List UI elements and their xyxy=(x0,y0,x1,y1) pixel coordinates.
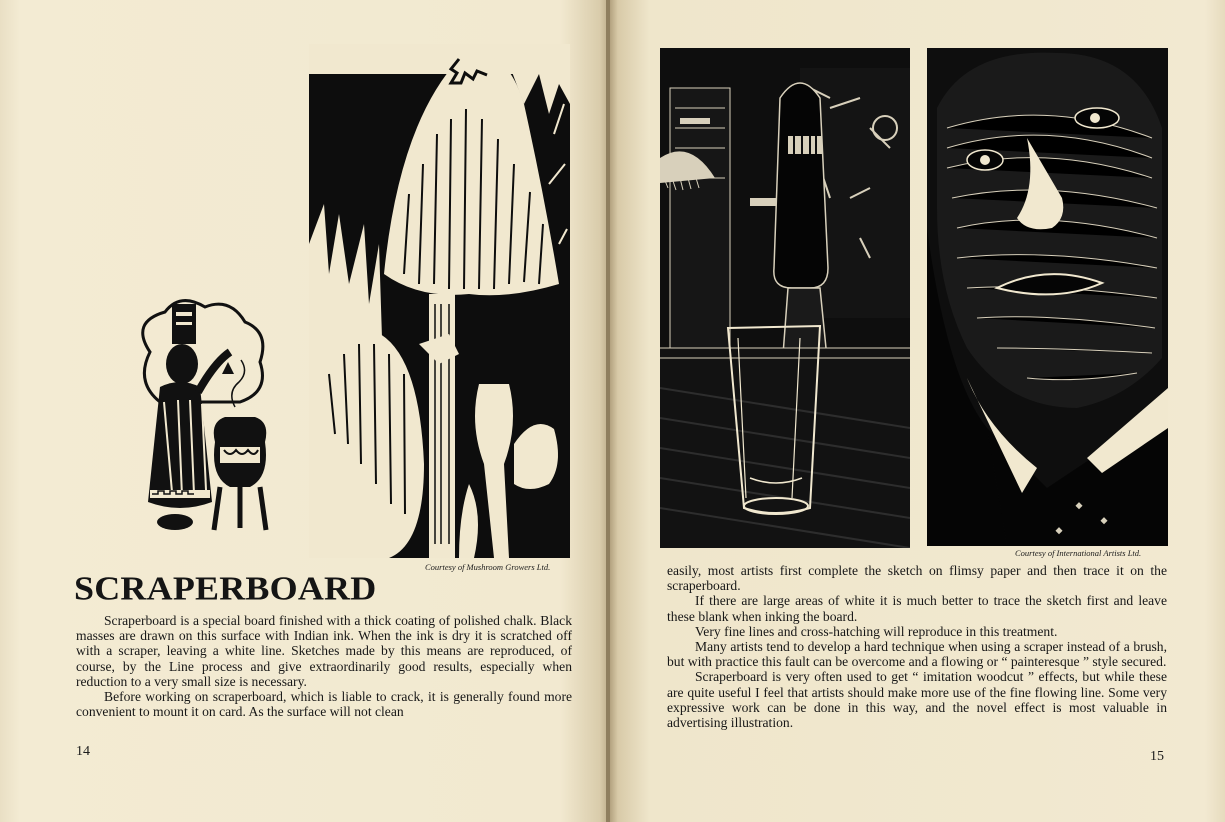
left-page xyxy=(0,0,610,822)
right-body-text xyxy=(667,563,1167,730)
section-heading: SCRAPERBOARD xyxy=(74,568,377,607)
illustration-caption: Courtesy of Mushroom Growers Ltd. xyxy=(425,562,551,572)
right-page xyxy=(610,0,1225,822)
paragraph: Scraperboard is a special board finished with a thick coating of polished chalk. Black masses are drawn on this surface with Indian ink. When the ink is dry it is scratched off with a scraper, leaving a white line. Sketches made by this means are reproduced, of course, by the Line process and give extraordinarily good results, especially when reduction to a very small size is necessary. xyxy=(76,613,572,689)
paragraph: Before working on scraperboard, which is liable to crack, it is generally found more convenient to mount it on card. As the surface will not clean xyxy=(76,689,572,720)
paragraph: Very fine lines and cross-hatching will reproduce in this treatment. xyxy=(695,623,1058,639)
left-body-text xyxy=(76,613,572,719)
paragraph: Scraperboard is very often used to get “ imitation woodcut ” effects, but while these are quite useful I feel that artists should make more use of the fine flowing line. Some very expressive work can be done in this way, and the novel effect is most valuable in advertising illustration. xyxy=(667,669,1167,731)
bar-pump-illustration xyxy=(660,48,910,548)
paragraph: easily, most artists first complete the sketch on flimsy paper and then trace it on the scraperboard. xyxy=(667,563,1167,594)
portrait-illustration xyxy=(927,48,1168,546)
illustration-caption: Courtesy of International Artists Ltd. xyxy=(1015,548,1142,558)
page-number: 15 xyxy=(1150,749,1164,764)
page-number: 14 xyxy=(76,744,90,759)
paragraph: If there are large areas of white it is much better to trace the sketch first and leave these blank when inking the board. xyxy=(667,593,1167,624)
figure-with-urn-illustration xyxy=(120,282,280,540)
mushroom-illustration xyxy=(309,44,570,558)
paragraph: Many artists tend to develop a hard technique when using a scraper instead of a brush, but with practice this fault can be overcome and a flowing or “ painteresque ” style secured. xyxy=(667,639,1167,670)
